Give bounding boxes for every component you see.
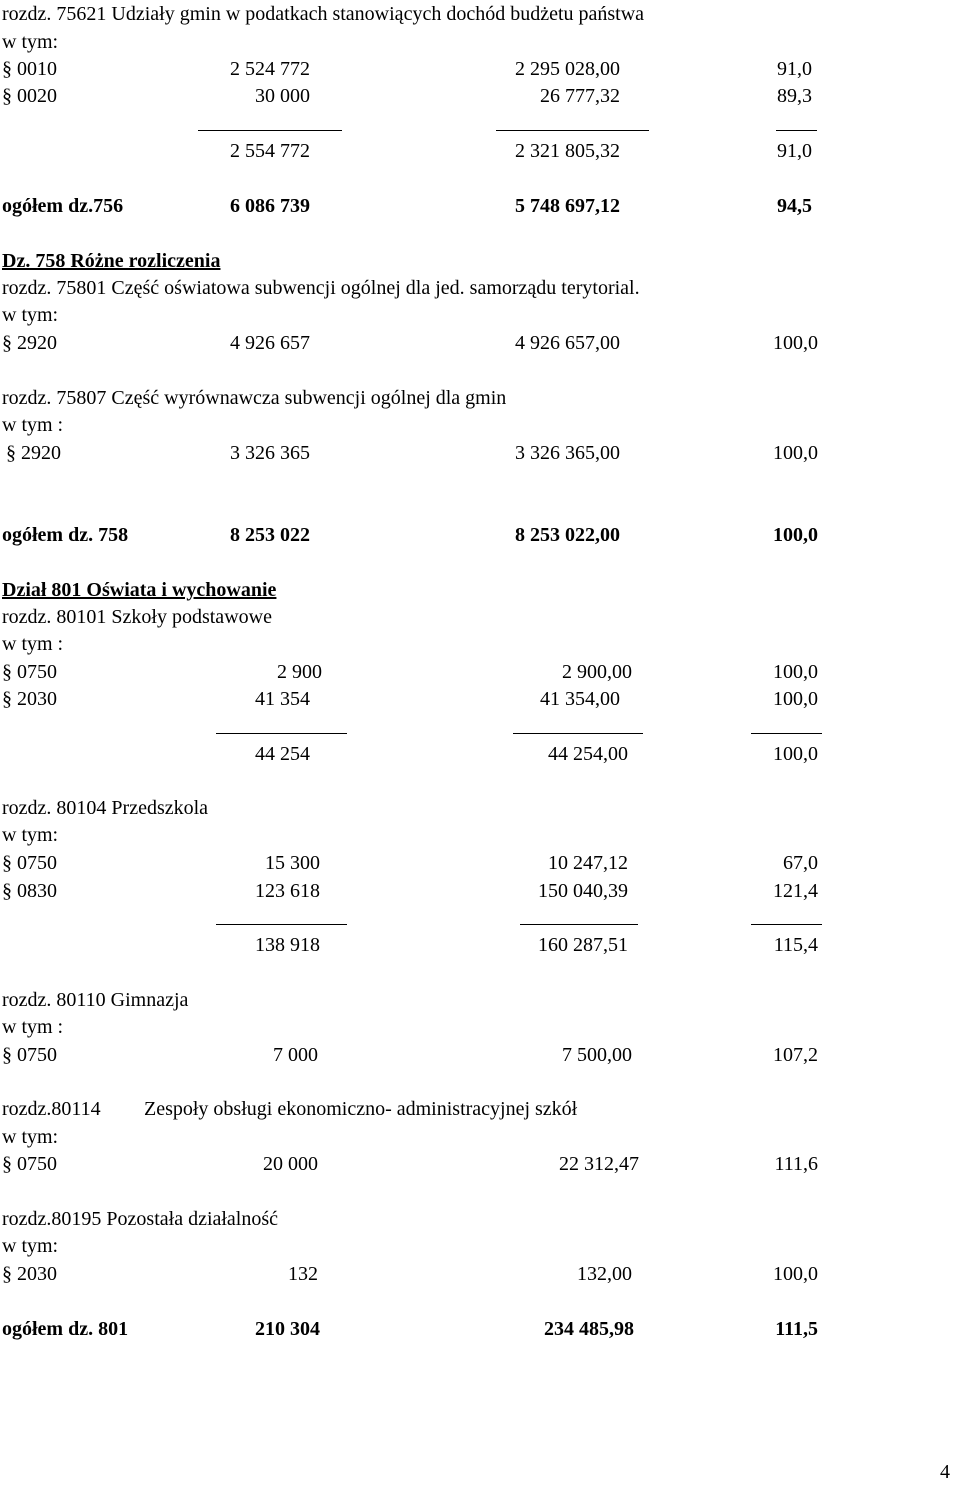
row-code: § 0830 (2, 880, 57, 902)
row-plan: 30 000 (255, 85, 310, 107)
w-tym-label: w tym: (2, 1126, 59, 1148)
subtotal-plan: 2 554 772 (230, 140, 310, 162)
row-pct: 100,0 (773, 442, 818, 464)
subtotal-pct: 115,4 (773, 934, 818, 956)
row-exec: 4 926 657,00 (515, 332, 620, 354)
sum-rule (520, 924, 638, 925)
row-plan: 20 000 (263, 1153, 318, 1175)
w-tym-label: w tym : (2, 1016, 64, 1038)
row-plan: 4 926 657 (230, 332, 310, 354)
section-title-80104: rozdz. 80104 Przedszkola (2, 797, 209, 819)
section-heading-801: Dział 801 Oświata i wychowanie (2, 579, 277, 601)
w-tym-label: w tym : (2, 633, 64, 655)
total-label: ogółem dz. 801 (2, 1318, 129, 1340)
subtotal-pct: 91,0 (777, 140, 812, 162)
section-heading-758: Dz. 758 Różne rozliczenia (2, 250, 221, 272)
row-pct: 89,3 (777, 85, 812, 107)
sum-rule (751, 924, 822, 925)
row-exec: 2 900,00 (562, 661, 632, 683)
section-title-75801: rozdz. 75801 Część oświatowa subwencji ogólnej dla jed. samorządu terytorial. (2, 277, 640, 299)
total-exec: 234 485,98 (544, 1318, 634, 1340)
sum-rule (513, 733, 643, 734)
row-plan: 132 (288, 1263, 318, 1285)
sum-rule (198, 130, 342, 131)
row-code: § 0750 (2, 661, 57, 683)
row-pct: 107,2 (773, 1044, 818, 1066)
row-pct: 91,0 (777, 58, 812, 80)
total-label: ogółem dz.756 (2, 195, 124, 217)
section-title-80101: rozdz. 80101 Szkoły podstawowe (2, 606, 272, 628)
total-label: ogółem dz. 758 (2, 524, 129, 546)
subtotal-plan: 138 918 (255, 934, 320, 956)
total-plan: 6 086 739 (230, 195, 310, 217)
row-exec: 3 326 365,00 (515, 442, 620, 464)
row-plan: 2 900 (277, 661, 322, 683)
row-code: § 0020 (2, 85, 57, 107)
total-pct: 100,0 (773, 524, 818, 546)
w-tym-label: w tym: (2, 1235, 59, 1257)
row-code: § 0750 (2, 1153, 57, 1175)
row-plan: 15 300 (265, 852, 320, 874)
sum-rule (216, 733, 347, 734)
subtotal-exec: 160 287,51 (538, 934, 628, 956)
total-pct: 111,5 (775, 1318, 818, 1340)
row-pct: 100,0 (773, 688, 818, 710)
total-pct: 94,5 (777, 195, 812, 217)
row-exec: 150 040,39 (538, 880, 628, 902)
row-pct: 121,4 (773, 880, 818, 902)
row-plan: 123 618 (255, 880, 320, 902)
row-exec: 41 354,00 (540, 688, 620, 710)
section-title-75807: rozdz. 75807 Część wyrównawcza subwencji ogólnej dla gmin (2, 387, 507, 409)
total-exec: 8 253 022,00 (515, 524, 620, 546)
row-exec: 26 777,32 (540, 85, 620, 107)
row-exec: 7 500,00 (562, 1044, 632, 1066)
row-exec: 10 247,12 (548, 852, 628, 874)
total-plan: 8 253 022 (230, 524, 310, 546)
row-exec: 2 295 028,00 (515, 58, 620, 80)
sum-rule (496, 130, 649, 131)
row-code: § 2030 (2, 688, 57, 710)
total-exec: 5 748 697,12 (515, 195, 620, 217)
w-tym-label: w tym: (2, 304, 59, 326)
row-pct: 111,6 (774, 1153, 818, 1175)
row-code: § 0010 (2, 58, 57, 80)
page-number: 4 (940, 1461, 950, 1483)
subtotal-pct: 100,0 (773, 743, 818, 765)
row-plan: 41 354 (255, 688, 310, 710)
row-pct: 67,0 (783, 852, 818, 874)
subtotal-exec: 2 321 805,32 (515, 140, 620, 162)
row-code: § 0750 (2, 1044, 57, 1066)
sum-rule (776, 130, 817, 131)
row-plan: 3 326 365 (230, 442, 310, 464)
sum-rule (216, 924, 347, 925)
row-code: § 2920 (2, 332, 57, 354)
row-pct: 100,0 (773, 661, 818, 683)
row-exec: 22 312,47 (559, 1153, 639, 1175)
section-title-80110: rozdz. 80110 Gimnazja (2, 989, 189, 1011)
row-plan: 7 000 (273, 1044, 318, 1066)
w-tym-label: w tym: (2, 31, 59, 53)
sum-rule (751, 733, 822, 734)
row-pct: 100,0 (773, 332, 818, 354)
section-title-80114-code: rozdz.80114 (2, 1098, 101, 1120)
row-code: § 2030 (2, 1263, 57, 1285)
row-plan: 2 524 772 (230, 58, 310, 80)
section-title-80114-name: Zespoły obsługi ekonomiczno- administracyjnej szkół (144, 1098, 578, 1120)
w-tym-label: w tym: (2, 824, 59, 846)
total-plan: 210 304 (255, 1318, 320, 1340)
row-code: § 0750 (2, 852, 57, 874)
row-pct: 100,0 (773, 1263, 818, 1285)
section-title-80195: rozdz.80195 Pozostała działalność (2, 1208, 279, 1230)
section-title-75621: rozdz. 75621 Udziały gmin w podatkach stanowiących dochód budżetu państwa (2, 3, 645, 25)
subtotal-exec: 44 254,00 (548, 743, 628, 765)
w-tym-label: w tym : (2, 414, 64, 436)
row-exec: 132,00 (577, 1263, 632, 1285)
row-code: § 2920 (6, 442, 61, 464)
subtotal-plan: 44 254 (255, 743, 310, 765)
